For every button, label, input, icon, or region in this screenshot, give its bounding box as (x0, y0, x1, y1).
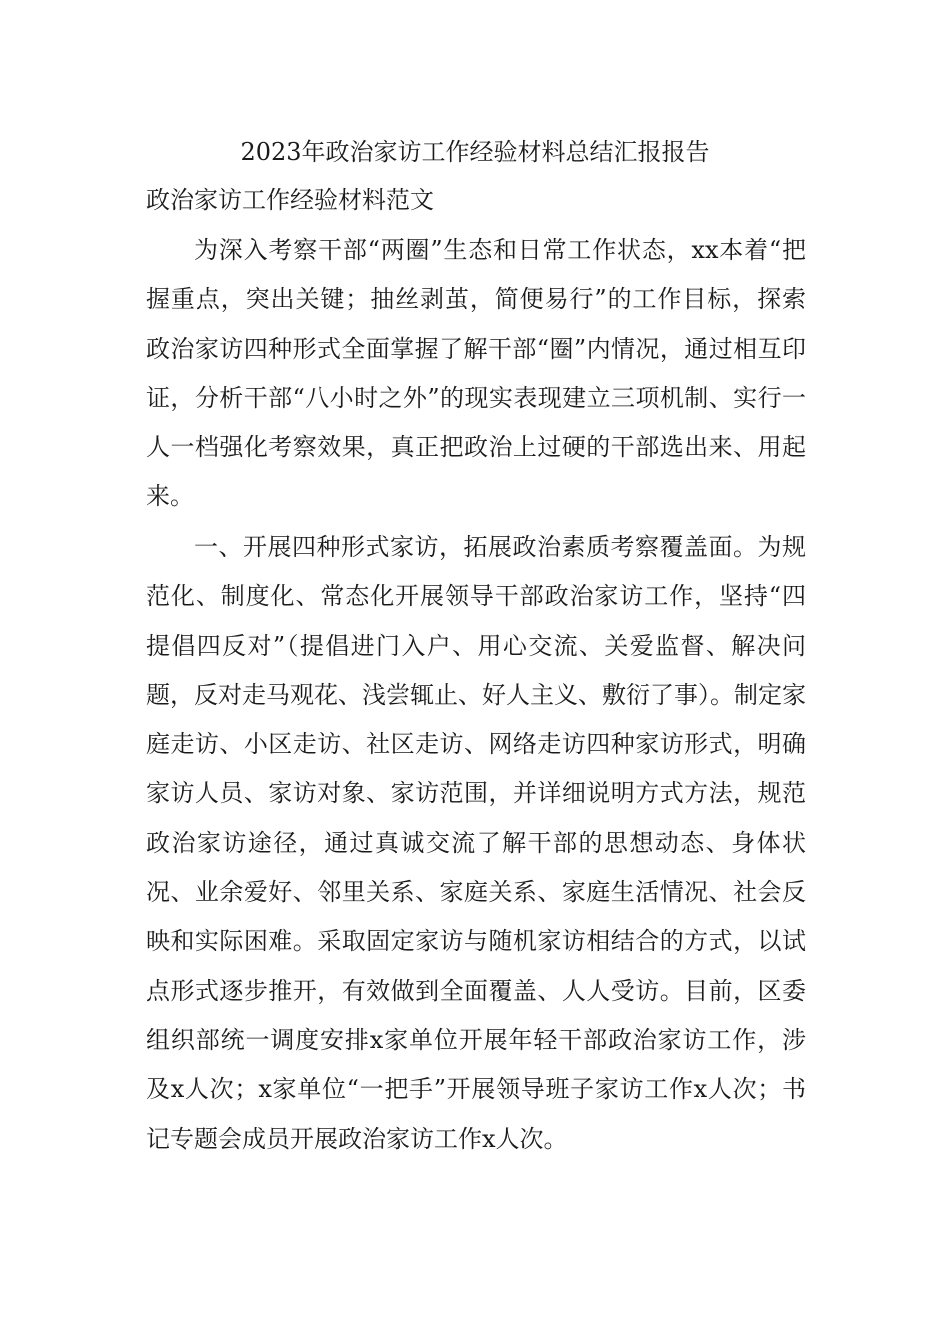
document-subtitle: 政治家访工作经验材料范文 (146, 186, 434, 214)
body-paragraph: 一、开展四种形式家访，拓展政治素质考察覆盖面。为规范化、制度化、常态化开展领导干部政治家访工作，坚持“四提倡四反对”（提倡进门入户、用心交流、关爱监督、解决问题，反对走马观花、浅尝辄止、好人主义、敷衍了事）。制定家庭走访、小区走访、社区走访、网络走访四种家访形式，明确家访人员、家访对象、家访范围，并详细说明方式方法，规范政治家访途径，通过真诚交流了解干部的思想动态、身体状况、业余爱好、邻里关系、家庭关系、家庭生活情况、社会反映和实际困难。采取固定家访与随机家访相结合的方式，以试点形式逐步推开，有效做到全面覆盖、人人受访。目前，区委组织部统一调度安排x家单位开展年轻干部政治家访工作，涉及x人次；x家单位“一把手”开展领导班子家访工作x人次；书记专题会成员开展政治家访工作x人次。 (146, 533, 806, 1153)
document-title: 2023年政治家访工作经验材料总结汇报报告 (240, 138, 710, 166)
body-paragraph: 为深入考察干部“两圈”生态和日常工作状态，xx本着“把握重点，突出关键；抽丝剥茧，简便易行”的工作目标，探索政治家访四种形式全面掌握了解干部“圈”内情况，通过相互印证，分析干部“八小时之外”的现实表现建立三项机制、实行一人一档强化考察效果，真正把政治上过硬的干部选出来、用起来。 (146, 236, 806, 511)
